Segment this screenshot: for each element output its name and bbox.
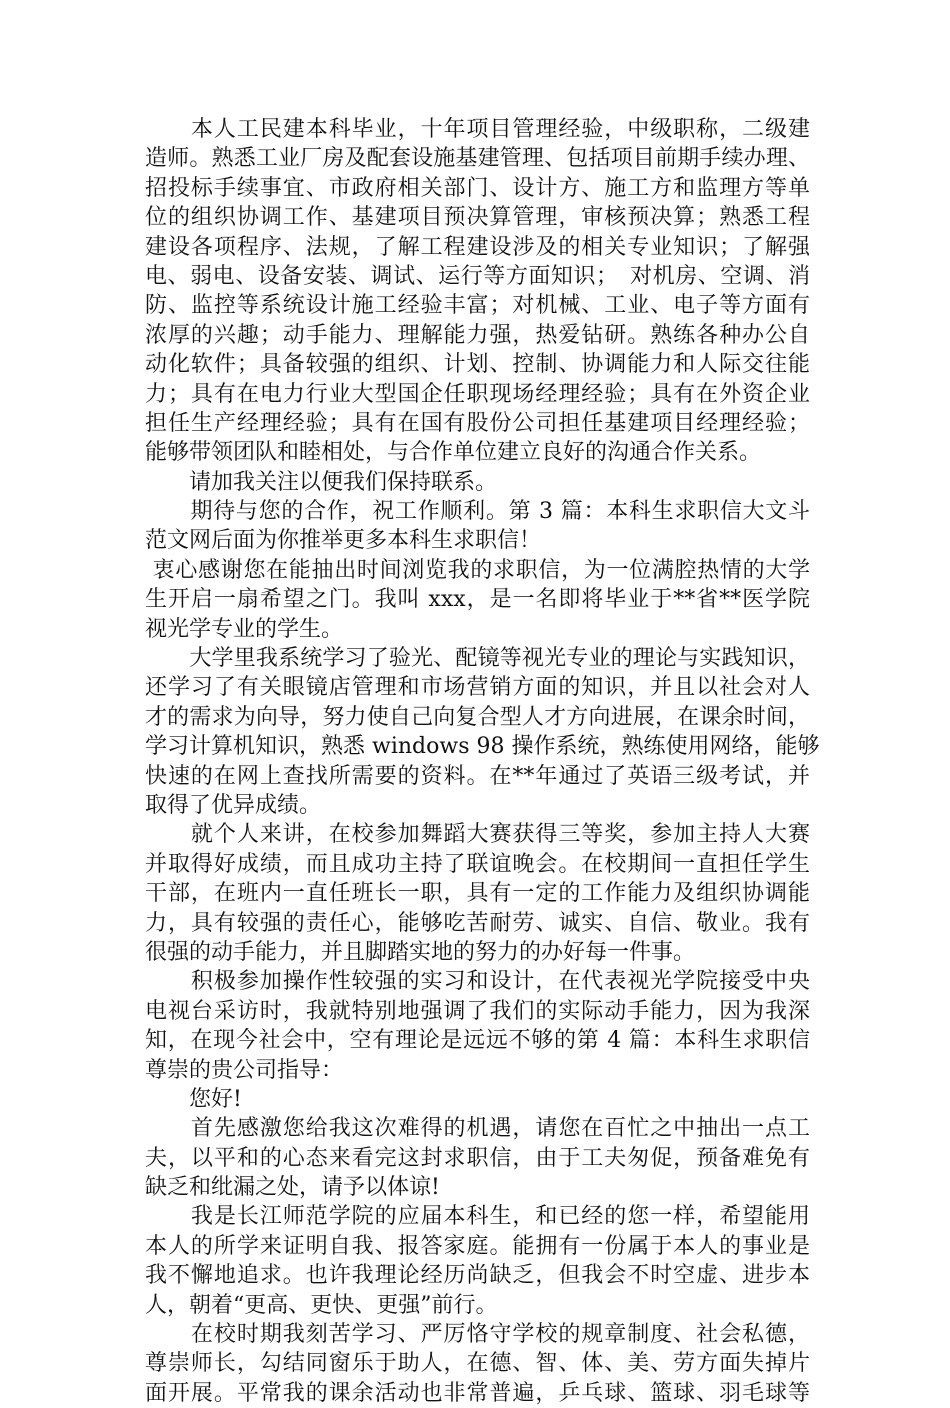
text-line: 招投标手续事宜、市政府相关部门、设计方、施工方和监理方等单	[145, 175, 810, 201]
text-line: 本人的所学来证明自我、报答家庭。能拥有一份属于本人的事业是	[145, 1233, 810, 1259]
text-line: 还学习了有关眼镜店管理和市场营销方面的知识，并且以社会对人	[145, 675, 810, 701]
text-line: 面开展。平常我的课余活动也非常普遍，乒乓球、篮球、羽毛球等	[145, 1380, 810, 1406]
text-line: 电、弱电、设备安装、调试、运行等方面知识； 对机房、空调、消	[145, 263, 810, 289]
text-line: 学习计算机知识，熟悉 windows 98 操作系统，熟练使用网络，能够	[145, 734, 820, 760]
text-line: 造师。熟悉工业厂房及配套设施基建管理、包括项目前期手续办理、	[145, 146, 810, 172]
text-line: 担任生产经理经验；具有在国有股份公司担任基建项目经理经验；	[145, 410, 810, 436]
text-line: 很强的动手能力，并且脚踏实地的努力的办好每一件事。	[145, 939, 696, 965]
text-line: 电视台采访时，我就特别地强调了我们的实际动手能力，因为我深	[145, 998, 810, 1024]
text-line: 期待与您的合作，祝工作顺利。第 3 篇：本科生求职信大文斗	[145, 499, 810, 525]
text-line: 力；具有在电力行业大型国企任职现场经理经验；具有在外资企业	[145, 381, 810, 407]
text-line: 夫，以平和的心态来看完这封求职信，由于工夫匆促，预备难免有	[145, 1145, 810, 1171]
text-line: 生开启一扇希望之门。我叫 xxx，是一名即将毕业于**省**医学院	[145, 587, 810, 613]
text-line: 人，朝着“更高、更快、更强”前行。	[145, 1292, 498, 1318]
text-line: 我是长江师范学院的应届本科生，和已经的您一样，希望能用	[145, 1204, 810, 1230]
text-line: 力，具有较强的责任心，能够吃苦耐劳、诚实、自信、敬业。我有	[145, 910, 810, 936]
text-line: 知，在现今社会中，空有理论是远远不够的第 4 篇：本科生求职信	[145, 1028, 810, 1054]
text-line: 我不懈地追求。也许我理论经历尚缺乏，但我会不时空虚、进步本	[145, 1263, 810, 1289]
text-line: 并取得好成绩，而且成功主持了联谊晚会。在校期间一直担任学生	[145, 851, 810, 877]
text-line: 浓厚的兴趣；动手能力、理解能力强，热爱钻研。熟练各种办公自	[145, 322, 810, 348]
text-line: 视光学专业的学生。	[145, 616, 344, 642]
text-line: 您好!	[145, 1086, 242, 1112]
text-line: 范文网后面为你推举更多本科生求职信！	[145, 528, 542, 554]
text-line: 快速的在网上查找所需要的资料。在**年通过了英语三级考试，并	[145, 763, 810, 789]
text-line: 取得了优异成绩。	[145, 792, 322, 818]
document-body	[145, 115, 820, 1408]
text-line: 大学里我系统学习了验光、配镜等视光专业的理论与实践知识，	[145, 646, 810, 672]
text-line: 就个人来讲，在校参加舞蹈大赛获得三等奖，参加主持人大赛	[145, 822, 810, 848]
text-line: 防、监控等系统设计施工经验丰富；对机械、工业、电子等方面有	[145, 293, 810, 319]
text-line: 衷心感谢您在能抽出时间浏览我的求职信，为一位满腔热情的大学	[145, 557, 810, 583]
text-line: 积极参加操作性较强的实习和设计，在代表视光学院接受中央	[145, 969, 810, 995]
text-line: 缺乏和纰漏之处，请予以体谅!	[145, 1175, 440, 1201]
text-line: 尊崇的贵公司指导：	[145, 1057, 344, 1083]
text-line: 干部，在班内一直任班长一职，具有一定的工作能力及组织协调能	[145, 881, 810, 907]
text-line: 首先感激您给我这次难得的机遇，请您在百忙之中抽出一点工	[145, 1116, 810, 1142]
text-line: 在校时期我刻苦学习、严厉恪守学校的规章制度、社会私德，	[145, 1322, 810, 1348]
text-line: 能够带领团队和睦相处，与合作单位建立良好的沟通合作关系。	[145, 440, 762, 466]
text-line: 本人工民建本科毕业，十年项目管理经验，中级职称，二级建	[145, 117, 810, 142]
text-line: 动化软件；具备较强的组织、计划、控制、协调能力和人际交往能	[145, 352, 810, 378]
text-line: 才的需求为向导，努力使自己向复合型人才方向进展，在课余时间，	[145, 704, 810, 730]
text-line: 请加我关注以便我们保持联系。	[145, 469, 498, 495]
text-line: 尊崇师长，勾结同窗乐于助人，在德、智、体、美、劳方面失掉片	[145, 1351, 810, 1377]
text-line: 建设各项程序、法规，了解工程建设涉及的相关专业知识；了解强	[145, 234, 810, 260]
text-line: 位的组织协调工作、基建项目预决算管理，审核预决算；熟悉工程	[145, 205, 810, 231]
